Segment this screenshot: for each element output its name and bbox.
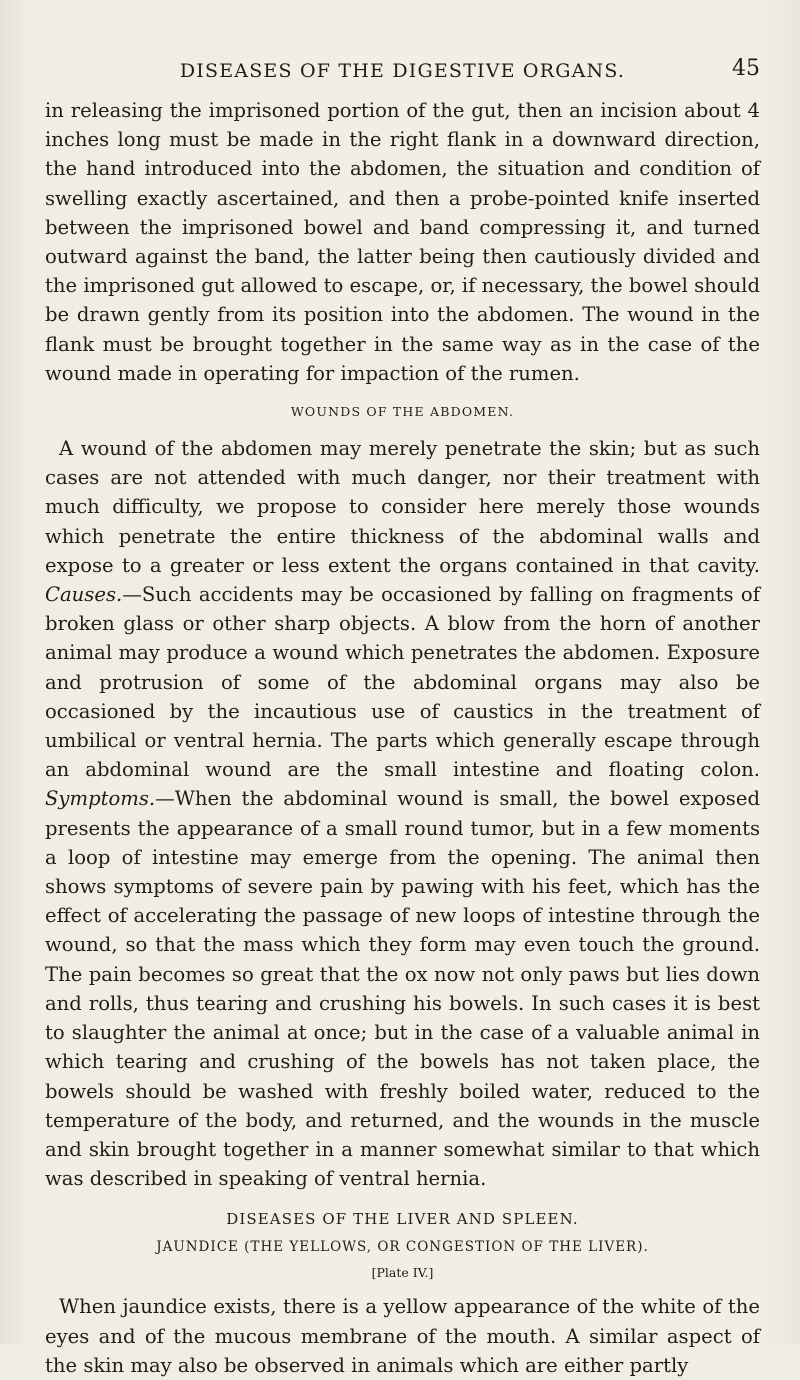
continuation-paragraph: in releasing the imprisoned portion of the gut, then an incision about 4 inches long must be made in the right flank in a downward direction, the hand introduced into the abdomen, the situation and condition of swelling exactly ascertained, and then a probe-pointed knife inserted between the imprisoned bowel and band compressing it, and turned outward against the band, the latter being then cautiously divided and the imprisoned gut allowed to escape, or, if necessary, the bowel should be drawn gently from its position into the abdomen. The wound in the flank must be brought together in the same way as in the case of the wound made in operating for impaction of the rumen. [45, 99, 760, 385]
symptoms-label: Symptoms. [45, 787, 156, 811]
section-heading-wounds: WOUNDS OF THE ABDOMEN. [290, 404, 515, 420]
plate-reference: [Plate IV.] [371, 1265, 434, 1281]
page-number: 45 [732, 56, 760, 81]
wounds-paragraph [45, 434, 760, 1193]
wounds-intro: A wound of the abdomen may merely penetrate the skin; but as such cases are not attended with much danger, nor their treatment with much difficulty, we propose to consider here merely those wounds which penetrate the entire thickness of the abdominal walls and expose to a greater or less extent the organs contained in that cavity. [45, 437, 760, 577]
running-title: DISEASES OF THE DIGESTIVE ORGANS. [179, 60, 626, 82]
page-body [45, 96, 760, 1380]
section-heading-liver-spleen: DISEASES OF THE LIVER AND SPLEEN. [226, 1210, 579, 1229]
jaundice-paragraph: When jaundice exists, there is a yellow appearance of the white of the eyes and of the mucous membrane of the mouth. A similar aspect of the skin may also be observed in animals which are either partly [45, 1295, 760, 1377]
causes-label: Causes. [45, 583, 123, 607]
subheading-jaundice: JAUNDICE (THE YELLOWS, OR CONGESTION OF THE LIVER). [156, 1239, 649, 1256]
symptoms-text: —When the abdominal wound is small, the bowel exposed presents the appearance of a small round tumor, but in a few moments a loop of intestine may emerge from the opening. The animal then shows symptoms of severe pain by pawing with his feet, which has the effect of accelerating the passage of new loops of intestine through the wound, so that the mass which they form may even touch the ground. The pain becomes so great that the ox now not only paws but lies down and rolls, thus tearing and crushing his bowels. In such cases it is best to slaughter the animal at once; but in the case of a valuable animal in which tearing and crushing of the bowels has not taken place, the bowels should be washed with freshly boiled water, reduced to the temperature of the body, and returned, and the wounds in the muscle and skin brought together in a manner somewhat similar to that which was described in speaking of ventral hernia. [45, 787, 760, 1191]
causes-text: —Such accidents may be occasioned by falling on fragments of broken glass or other sharp objects. A blow from the horn of another animal may produce a wound which penetrates the abdomen. Exposure and protrusion of some of the abdominal organs may also be occasioned by the incautious use of caustics in the treatment of umbilical or ventral hernia. The parts which generally escape through an abdominal wound are the small intestine and floating colon. [45, 583, 760, 782]
running-head [45, 56, 760, 86]
